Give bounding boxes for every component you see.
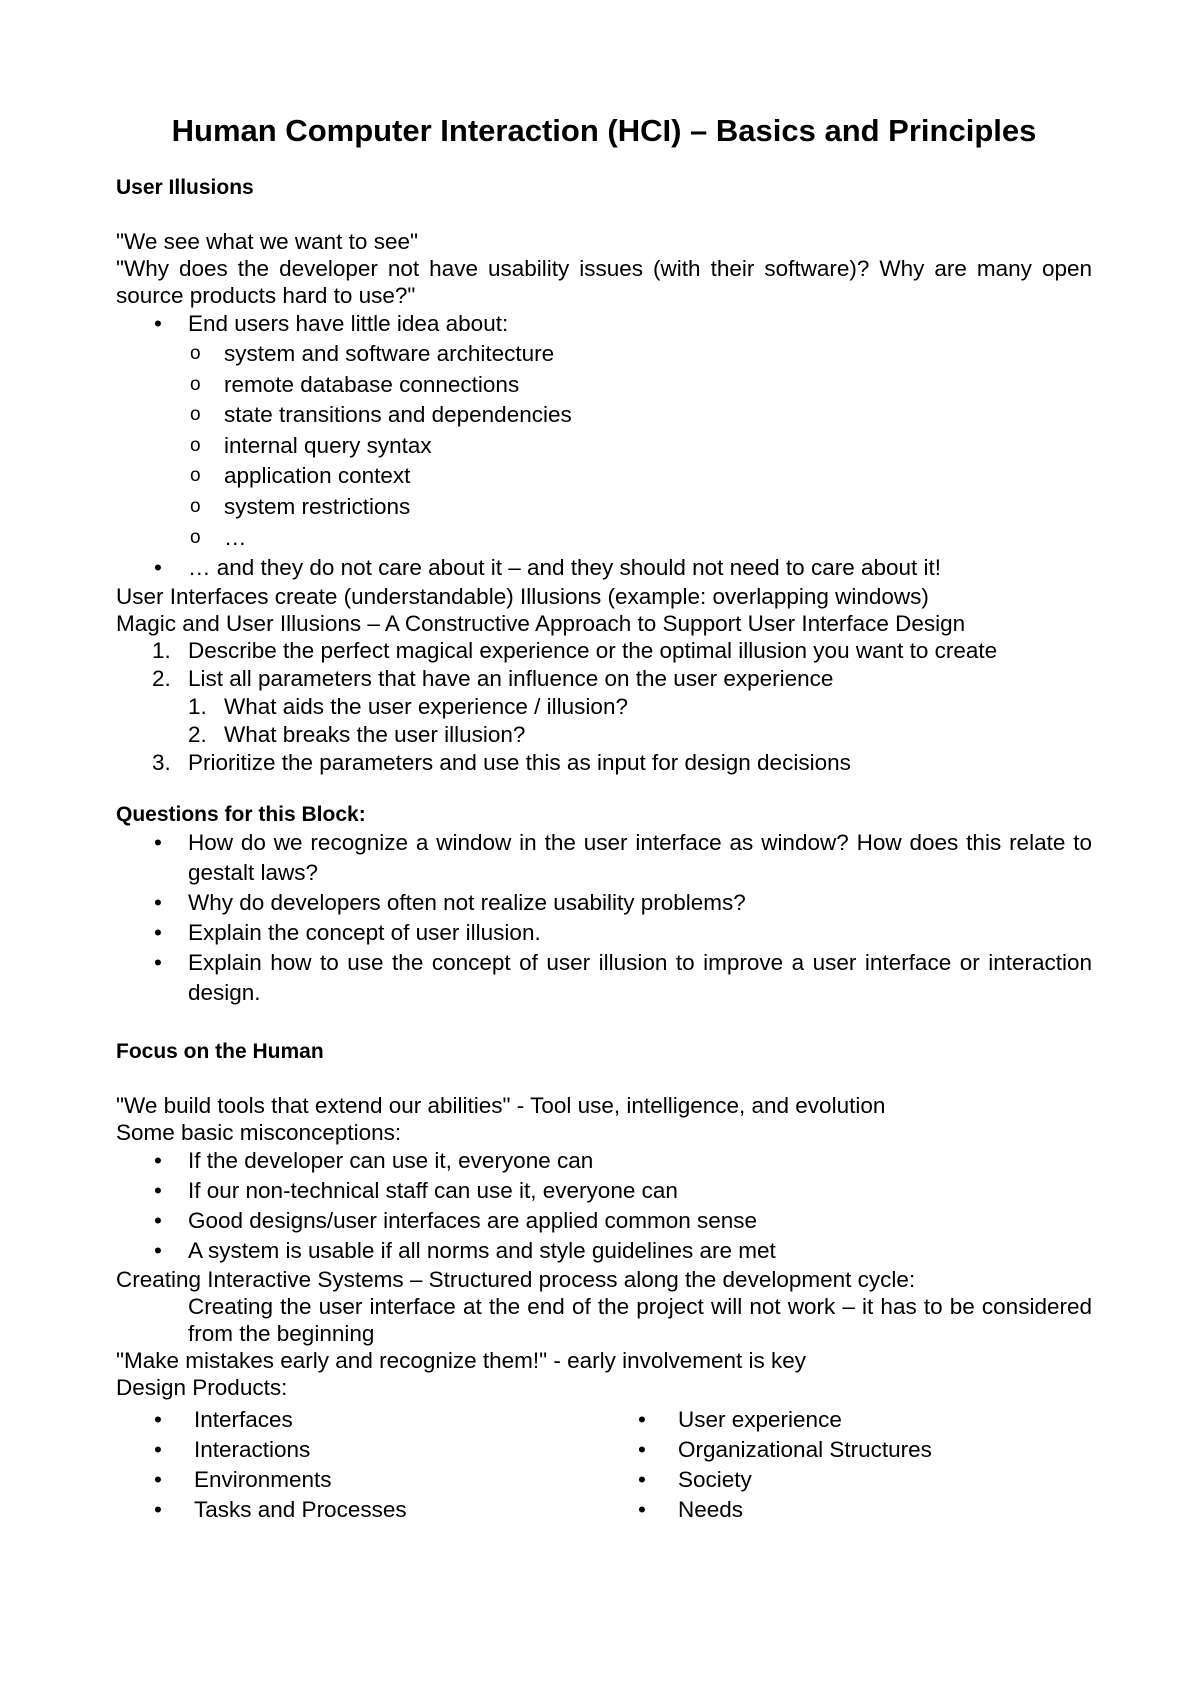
bullet-icon: • [638, 1467, 646, 1493]
bullet-icon: • [154, 311, 162, 336]
creating-systems-line: Creating Interactive Systems – Structured process along the development cycle: [116, 1267, 916, 1293]
product-item [600, 1465, 1084, 1495]
step-item [116, 749, 1092, 777]
step-text: List all parameters that have an influence on the user experience [188, 666, 834, 692]
sub-list-item [116, 400, 1092, 431]
sub-list-item-text: system and software architecture [224, 341, 555, 366]
list-item [116, 1206, 1092, 1236]
step-text: Prioritize the parameters and use this as input for design decisions [188, 750, 851, 776]
list-item [116, 309, 1092, 339]
creating-detail: Creating the user interface at the end of the project will not work – it has to be considered from the beginning [188, 1294, 1092, 1347]
steps-list-continued [116, 749, 1092, 777]
question-item [116, 948, 1092, 1008]
design-products-right [600, 1405, 1084, 1525]
step-number: 1. [152, 638, 171, 664]
product-item [600, 1495, 1084, 1525]
section-heading-user-illusions: User Illusions [116, 176, 254, 199]
sub-step-item [116, 693, 1092, 721]
product-text: Tasks and Processes [194, 1497, 407, 1523]
product-item [116, 1495, 600, 1525]
design-products-intro: Design Products: [116, 1375, 288, 1401]
misconceptions-list [116, 1146, 1092, 1266]
step-number: 2. [152, 666, 171, 692]
product-item [600, 1435, 1084, 1465]
step-item [116, 665, 1092, 693]
design-products-left [116, 1405, 600, 1525]
quote-developer-usability: "Why does the developer not have usability issues (with their software)? Why are many open source products hard to use?" [116, 256, 1092, 308]
circle-bullet-icon: o [190, 495, 201, 517]
question-text: Explain how to use the concept of user illusion to improve a user interface or interaction design. [188, 950, 1092, 1006]
quote-see-what-we-want: "We see what we want to see" [116, 229, 418, 254]
steps-list [116, 637, 1092, 693]
question-text: Explain the concept of user illusion. [188, 920, 541, 946]
sub-list-item-text: system restrictions [224, 493, 411, 519]
product-text: Interactions [194, 1437, 311, 1463]
question-item [116, 918, 1092, 948]
list-item-text: Good designs/user interfaces are applied common sense [188, 1208, 758, 1234]
illusions-line: User Interfaces create (understandable) Illusions (example: overlapping windows) [116, 584, 929, 610]
list-item [116, 1146, 1092, 1176]
question-item [116, 888, 1092, 918]
misconceptions-intro: Some basic misconceptions: [116, 1120, 402, 1146]
step-number: 3. [152, 750, 171, 776]
product-text: Environments [194, 1467, 332, 1493]
list-item-text: … and they do not care about it – and they should not need to care about it! [188, 555, 942, 581]
sub-list-item-text: internal query syntax [224, 432, 432, 458]
sub-list-item-text: application context [224, 463, 411, 489]
mistakes-quote: "Make mistakes early and recognize them!" - early involvement is key [116, 1348, 806, 1374]
sub-steps-list [116, 693, 1092, 749]
bullet-icon: • [154, 1208, 162, 1234]
product-item [116, 1405, 600, 1435]
product-text: Needs [678, 1497, 744, 1523]
section-heading-questions: Questions for this Block: [116, 803, 366, 827]
sub-step-number: 2. [188, 722, 207, 748]
question-text: How do we recognize a window in the user interface as window? How does this relate to gestalt laws? [188, 830, 1092, 886]
sub-step-text: What aids the user experience / illusion? [224, 694, 628, 720]
bullet-icon: • [154, 1238, 162, 1264]
section-heading-focus-human: Focus on the Human [116, 1040, 324, 1064]
end-user-sub-list [116, 339, 1092, 553]
question-text: Why do developers often not realize usability problems? [188, 890, 746, 916]
bullet-icon: • [154, 1178, 162, 1204]
step-item [116, 637, 1092, 665]
bullet-icon: • [154, 920, 162, 946]
bullet-icon: • [638, 1437, 646, 1463]
sub-list-item-text: remote database connections [224, 371, 520, 397]
tools-quote: "We build tools that extend our abilities" - Tool use, intelligence, and evolution [116, 1093, 886, 1119]
list-item-text: If our non-technical staff can use it, everyone can [188, 1178, 678, 1204]
circle-bullet-icon: o [190, 434, 201, 456]
bullet-icon: • [154, 1437, 162, 1463]
bullet-icon: • [154, 1497, 162, 1523]
bullet-icon: • [154, 1148, 162, 1174]
bullet-icon: • [154, 1407, 162, 1433]
product-text: User experience [678, 1407, 842, 1433]
sub-list-item [116, 370, 1092, 401]
product-item [600, 1405, 1084, 1435]
end-user-list-end [116, 553, 1092, 583]
sub-step-number: 1. [188, 694, 207, 720]
bullet-icon: • [154, 1467, 162, 1493]
product-text: Society [678, 1467, 752, 1493]
bullet-icon: • [638, 1407, 646, 1433]
circle-bullet-icon: o [190, 343, 201, 364]
magic-line: Magic and User Illusions – A Constructive Approach to Support User Interface Design [116, 611, 966, 637]
design-products-columns [116, 1405, 1092, 1525]
list-item [116, 1236, 1092, 1266]
list-item-text: If the developer can use it, everyone can [188, 1148, 594, 1174]
sub-list-item-text: … [224, 524, 247, 550]
sub-list-item [116, 461, 1092, 492]
product-item [116, 1465, 600, 1495]
list-item-text: A system is usable if all norms and style guidelines are met [188, 1238, 776, 1264]
bullet-icon: • [154, 830, 162, 856]
sub-list-item [116, 339, 1092, 370]
sub-step-text: What breaks the user illusion? [224, 722, 526, 748]
question-item [116, 828, 1092, 888]
questions-list [116, 828, 1092, 1008]
sub-list-item [116, 523, 1092, 554]
bullet-icon: • [638, 1497, 646, 1523]
product-item [116, 1435, 600, 1465]
sub-list-item [116, 431, 1092, 462]
circle-bullet-icon: o [190, 465, 201, 487]
circle-bullet-icon: o [190, 373, 201, 395]
product-text: Organizational Structures [678, 1437, 932, 1463]
product-text: Interfaces [194, 1407, 293, 1433]
sub-list-item-text: state transitions and dependencies [224, 402, 572, 428]
bullet-icon: • [154, 555, 162, 581]
sub-list-item [116, 492, 1092, 523]
circle-bullet-icon: o [190, 526, 201, 548]
list-item [116, 553, 1092, 583]
bullet-icon: • [154, 890, 162, 916]
list-item [116, 1176, 1092, 1206]
bullet-icon: • [154, 950, 162, 976]
circle-bullet-icon: o [190, 404, 201, 426]
list-item-text: End users have little idea about: [188, 311, 509, 336]
end-user-list [116, 309, 1092, 339]
page-title: Human Computer Interaction (HCI) – Basics and Principles [171, 113, 1037, 148]
sub-step-item [116, 721, 1092, 749]
step-text: Describe the perfect magical experience or the optimal illusion you want to create [188, 638, 998, 664]
